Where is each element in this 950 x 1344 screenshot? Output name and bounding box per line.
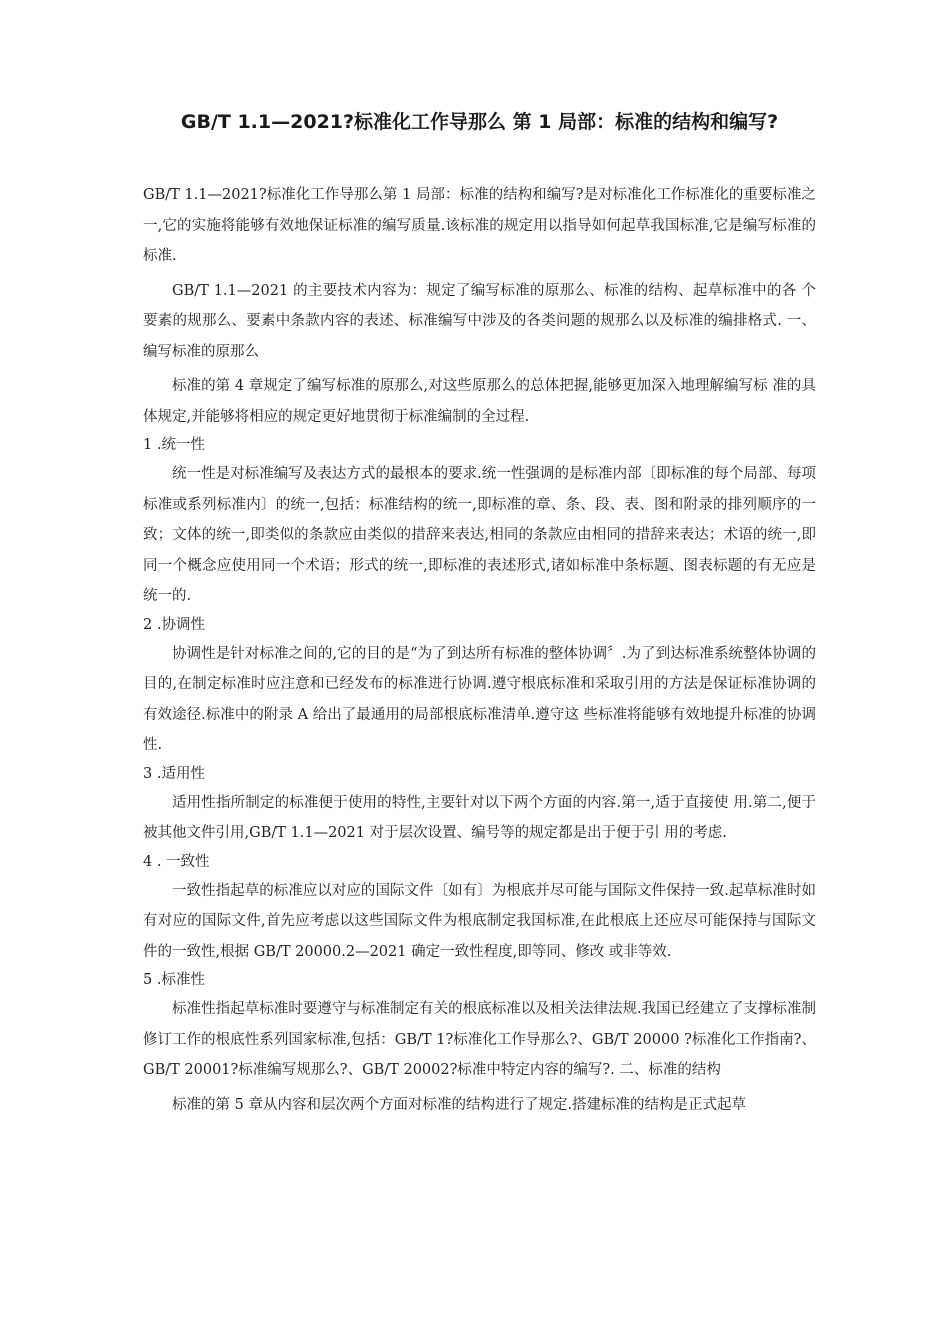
paragraph-standardization: 标准性指起草标准时要遵守与标准制定有关的根底标准以及相关法律法规.我国已经建立了支撑标准制修订工作的根底性系列国家标准,包括：GB/T 1?标准化工作导那么?、GB/T 20000 ?标准化工作指南?、GB/T 20001?标准编写规那么?、GB/T 20002?标准中特定内容的编写?. 二、标准的结构 bbox=[143, 1001, 816, 1078]
section-heading-consistency: 4 . 一致性 bbox=[143, 853, 210, 870]
paragraph-uniformity: 统一性是对标准编写及表达方式的最根本的要求.统一性强调的是标准内部〔即标准的每个局部、每项标准或系列标准内〕的统一,包括：标准结构的统一,即标准的章、条、段、表、图和附录的排列顺序的一致；文体的统一,即类似的条款应由类似的措辞来表达,相同的条款应由相同的措辞来表达；术语的统一,即同一个概念应使用同一个术语；形式的统一,即标准的表述形式,诸如标准中条标题、图表标题的有无应是统一的. bbox=[143, 466, 816, 604]
section-heading-standardization: 5 .标准性 bbox=[143, 972, 205, 988]
section-heading-uniformity: 1 .统一性 bbox=[143, 437, 205, 453]
paragraph-applicability: 适用性指所制定的标准便于使用的特性,主要针对以下两个方面的内容.第一,适于直接使 用.第二,便于被其他文件引用,GB/T 1.1—2021 对于层次设置、编号等的规定都是出于便于引 用的考虑. bbox=[143, 794, 816, 841]
paragraph-intro: GB/T 1.1—2021?标准化工作导那么第 1 局部：标准的结构和编写?是对标准化工作标准化的重要标准之一,它的实施将能够有效地保证标准的编写质量.该标准的规定用以指导如何起草我国标准,它是编写标准的标准. bbox=[143, 187, 816, 264]
section-heading-applicability: 3 .适用性 bbox=[143, 765, 205, 782]
paragraph-consistency: 一致性指起草的标准应以对应的国际文件〔如有〕为根底并尽可能与国际文件保持一致.起草标准时如有对应的国际文件,首先应考虑以这些国际文件为根底制定我国标准,在此根底上还应尽可能保持与国际文件的一致性,根据 GB/T 20000.2—2021 确定一致性程度,即等同、修改 或非等效. bbox=[143, 882, 816, 960]
section-heading-coordination: 2 .协调性 bbox=[143, 616, 205, 633]
paragraph-main-content: GB/T 1.1—2021 的主要技术内容为：规定了编写标准的原那么、标准的结构、起草标准中的各 个要素的规那么、要素中条款内容的表述、标准编写中涉及的各类问题的规那么以及标准的编排格式. 一、编写标准的原那么 bbox=[143, 282, 816, 360]
document-title: GB/T 1.1—2021?标准化工作导那么 第 1 局部：标准的结构和编写? bbox=[180, 111, 779, 133]
paragraph-principles: 标准的第 4 章规定了编写标准的原那么,对这些原那么的总体把握,能够更加深入地理解编写标 准的具体规定,并能够将相应的规定更好地贯彻于标准编制的全过程. bbox=[143, 378, 816, 425]
paragraph-structure: 标准的第 5 章从内容和层次两个方面对标准的结构进行了规定.搭建标准的结构是正式起草 bbox=[172, 1096, 747, 1113]
paragraph-coordination: 协调性是针对标准之间的,它的目的是“为了到达所有标准的整体协调〞.为了到达标准系统整体协调的目的,在制定标准时应注意和已经发布的标准进行协调.遵守根底标准和采取引用的方法是保证标准协调的有效途径.标准中的附录 A 给出了最通用的局部根底标准清单.遵守这 些标准将能够有效地提升标准的协调性. bbox=[143, 645, 816, 753]
